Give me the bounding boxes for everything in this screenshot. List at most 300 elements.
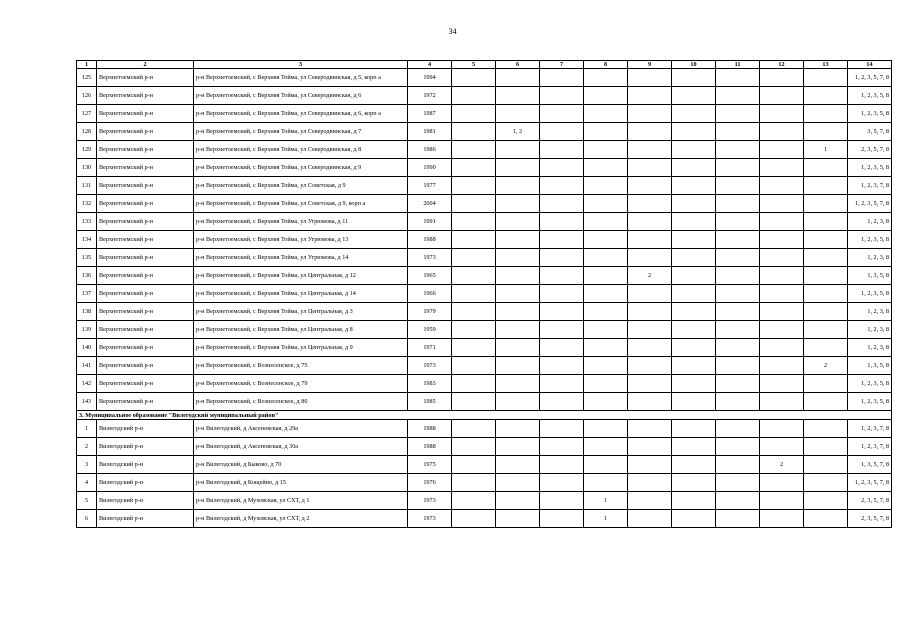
cell-col-9 [628,420,672,438]
cell-col-6 [496,339,540,357]
cell-col-11 [716,105,760,123]
cell-col-9 [628,249,672,267]
cell-col-6 [496,249,540,267]
cell-col-6 [496,438,540,456]
table-row [77,474,892,492]
cell-col-14: 1, 2, 3, 5, 8 [848,87,892,105]
cell-col-10 [672,87,716,105]
cell-col-8 [584,195,628,213]
cell-col-11 [716,474,760,492]
cell-col-10 [672,456,716,474]
cell-col-11 [716,321,760,339]
cell-col-4: 1973 [408,249,452,267]
cell-col-8 [584,339,628,357]
cell-col-8 [584,285,628,303]
cell-col-2: Верхнетоемский р-н [97,249,194,267]
cell-col-10 [672,420,716,438]
cell-col-7 [540,87,584,105]
cell-col-5 [452,438,496,456]
cell-col-11 [716,141,760,159]
cell-col-5 [452,87,496,105]
cell-col-8 [584,456,628,474]
table-row [77,393,892,411]
cell-col-10 [672,321,716,339]
cell-col-1: 125 [77,69,97,87]
cell-col-5 [452,105,496,123]
cell-col-1: 140 [77,339,97,357]
cell-col-6 [496,159,540,177]
cell-col-3: р-н Верхнетоемский, с Верхняя Тойма, ул Центральная, д 12 [194,267,408,285]
cell-col-4: 1959 [408,321,452,339]
cell-col-11 [716,456,760,474]
cell-col-9 [628,123,672,141]
cell-col-2: Верхнетоемский р-н [97,69,194,87]
cell-col-14: 1, 3, 5, 8 [848,267,892,285]
column-header-7: 7 [540,61,584,69]
cell-col-5 [452,267,496,285]
cell-col-14: 1, 2, 3, 7, 8 [848,177,892,195]
cell-col-2: Верхнетоемский р-н [97,177,194,195]
cell-col-5 [452,249,496,267]
cell-col-3: р-н Вилегодский, д Быково, д 70 [194,456,408,474]
cell-col-9 [628,456,672,474]
cell-col-14: 1, 2, 3, 5, 8 [848,375,892,393]
cell-col-4: 1991 [408,213,452,231]
cell-col-10 [672,474,716,492]
cell-col-3: р-н Верхнетоемский, с Верхняя Тойма, ул Советская, д 9 [194,177,408,195]
cell-col-9 [628,195,672,213]
cell-col-7 [540,285,584,303]
cell-col-5 [452,456,496,474]
cell-col-12: 2 [760,456,804,474]
cell-col-14: 1, 2, 3, 5, 8 [848,231,892,249]
cell-col-11 [716,123,760,141]
cell-col-9 [628,339,672,357]
cell-col-8 [584,438,628,456]
cell-col-12 [760,285,804,303]
cell-col-1: 4 [77,474,97,492]
cell-col-14: 1, 2, 3, 5, 7, 8 [848,69,892,87]
cell-col-10 [672,393,716,411]
cell-col-14: 1, 3, 5, 8 [848,357,892,375]
cell-col-5 [452,231,496,249]
cell-col-13 [804,438,848,456]
cell-col-6: 1, 2 [496,123,540,141]
cell-col-14: 1, 2, 3, 7, 8 [848,420,892,438]
cell-col-3: р-н Верхнетоемский, с Верхняя Тойма, ул Северодвинская, д 6, корп а [194,105,408,123]
cell-col-12 [760,492,804,510]
table-row [77,195,892,213]
cell-col-3: р-н Верхнетоемский, с Вознесенское, д 80 [194,393,408,411]
cell-col-2: Верхнетоемский р-н [97,87,194,105]
table-row [77,438,892,456]
cell-col-10 [672,123,716,141]
cell-col-14: 1, 2, 3, 7, 8 [848,438,892,456]
cell-col-3: р-н Верхнетоемский, с Вознесенское, д 79 [194,375,408,393]
cell-col-1: 134 [77,231,97,249]
cell-col-14: 1, 2, 3, 5, 8 [848,393,892,411]
cell-col-4: 1988 [408,420,452,438]
cell-col-7 [540,69,584,87]
cell-col-5 [452,492,496,510]
cell-col-7 [540,375,584,393]
cell-col-12 [760,249,804,267]
cell-col-11 [716,393,760,411]
cell-col-12 [760,267,804,285]
cell-col-1: 137 [77,285,97,303]
cell-col-1: 128 [77,123,97,141]
cell-col-9 [628,69,672,87]
cell-col-5 [452,213,496,231]
cell-col-4: 1972 [408,87,452,105]
table-row [77,177,892,195]
cell-col-8 [584,357,628,375]
cell-col-2: Верхнетоемский р-н [97,375,194,393]
cell-col-2: Верхнетоемский р-н [97,267,194,285]
cell-col-4: 1971 [408,339,452,357]
cell-col-12 [760,375,804,393]
cell-col-5 [452,357,496,375]
column-number-header-row [77,61,892,69]
cell-col-7 [540,303,584,321]
cell-col-13 [804,420,848,438]
cell-col-12 [760,69,804,87]
cell-col-4: 1976 [408,474,452,492]
cell-col-8 [584,267,628,285]
cell-col-4: 1973 [408,357,452,375]
column-header-14: 14 [848,61,892,69]
cell-col-13 [804,492,848,510]
cell-col-6 [496,231,540,249]
cell-col-3: р-н Верхнетоемский, с Верхняя Тойма, ул Угрюмова, д 11 [194,213,408,231]
cell-col-12 [760,231,804,249]
cell-col-14: 1, 2, 3, 5, 7, 8 [848,195,892,213]
cell-col-14: 1, 3, 5, 7, 8 [848,456,892,474]
cell-col-11 [716,375,760,393]
cell-col-7 [540,474,584,492]
table-row [77,492,892,510]
cell-col-2: Вилегодский р-н [97,438,194,456]
cell-col-9 [628,321,672,339]
cell-col-11 [716,492,760,510]
cell-col-1: 142 [77,375,97,393]
column-header-12: 12 [760,61,804,69]
cell-col-12 [760,195,804,213]
cell-col-7 [540,213,584,231]
cell-col-13: 2 [804,357,848,375]
cell-col-4: 1985 [408,393,452,411]
cell-col-1: 133 [77,213,97,231]
table-row [77,267,892,285]
table-row [77,249,892,267]
cell-col-4: 1979 [408,303,452,321]
cell-col-4: 1975 [408,456,452,474]
cell-col-14: 3, 5, 7, 8 [848,123,892,141]
cell-col-7 [540,123,584,141]
cell-col-4: 1981 [408,123,452,141]
cell-col-4: 1987 [408,105,452,123]
cell-col-8 [584,213,628,231]
table-row [77,213,892,231]
cell-col-10 [672,159,716,177]
cell-col-7 [540,357,584,375]
cell-col-11 [716,69,760,87]
cell-col-10 [672,339,716,357]
cell-col-12 [760,177,804,195]
cell-col-12 [760,420,804,438]
cell-col-8 [584,231,628,249]
cell-col-12 [760,159,804,177]
cell-col-12 [760,303,804,321]
cell-col-10 [672,249,716,267]
cell-col-6 [496,105,540,123]
cell-col-13 [804,249,848,267]
cell-col-4: 1990 [408,159,452,177]
cell-col-8 [584,87,628,105]
cell-col-10 [672,375,716,393]
table-row [77,357,892,375]
cell-col-11 [716,267,760,285]
cell-col-14: 1, 2, 3, 5, 8 [848,159,892,177]
registry-body [77,69,892,528]
cell-col-8 [584,123,628,141]
cell-col-10 [672,141,716,159]
cell-col-2: Вилегодский р-н [97,510,194,528]
cell-col-11 [716,438,760,456]
cell-col-3: р-н Верхнетоемский, с Вознесенское, д 75 [194,357,408,375]
cell-col-6 [496,393,540,411]
cell-col-6 [496,492,540,510]
cell-col-14: 1, 2, 3, 5, 7, 8 [848,474,892,492]
cell-col-13 [804,177,848,195]
cell-col-3: р-н Верхнетоемский, с Верхняя Тойма, ул Угрюмова, д 14 [194,249,408,267]
cell-col-5 [452,393,496,411]
cell-col-14: 1, 2, 3, 5, 8 [848,105,892,123]
cell-col-13 [804,375,848,393]
cell-col-1: 129 [77,141,97,159]
column-header-10: 10 [672,61,716,69]
column-header-2: 2 [97,61,194,69]
cell-col-2: Верхнетоемский р-н [97,357,194,375]
cell-col-10 [672,357,716,375]
cell-col-6 [496,141,540,159]
cell-col-10 [672,213,716,231]
cell-col-2: Вилегодский р-н [97,456,194,474]
cell-col-4: 1988 [408,231,452,249]
cell-col-7 [540,249,584,267]
cell-col-7 [540,492,584,510]
cell-col-9 [628,375,672,393]
table-row [77,456,892,474]
cell-col-8 [584,141,628,159]
cell-col-11 [716,285,760,303]
cell-col-13 [804,510,848,528]
cell-col-13 [804,393,848,411]
cell-col-13 [804,303,848,321]
cell-col-9 [628,303,672,321]
cell-col-7 [540,267,584,285]
cell-col-11 [716,231,760,249]
cell-col-12 [760,357,804,375]
cell-col-3: р-н Верхнетоемский, с Верхняя Тойма, ул Центральная, д 3 [194,303,408,321]
cell-col-6 [496,375,540,393]
cell-col-7 [540,177,584,195]
cell-col-2: Верхнетоемский р-н [97,195,194,213]
cell-col-6 [496,87,540,105]
cell-col-2: Верхнетоемский р-н [97,105,194,123]
cell-col-13 [804,339,848,357]
cell-col-13 [804,159,848,177]
cell-col-11 [716,303,760,321]
cell-col-1: 143 [77,393,97,411]
column-header-5: 5 [452,61,496,69]
cell-col-8 [584,159,628,177]
cell-col-5 [452,510,496,528]
cell-col-9 [628,474,672,492]
cell-col-1: 126 [77,87,97,105]
cell-col-5 [452,321,496,339]
cell-col-7 [540,510,584,528]
cell-col-9 [628,438,672,456]
cell-col-4: 1988 [408,438,452,456]
cell-col-12 [760,141,804,159]
cell-col-6 [496,321,540,339]
cell-col-11 [716,357,760,375]
cell-col-14: 2, 3, 5, 7, 8 [848,510,892,528]
cell-col-3: р-н Вилегодский, д Муховская, ул СХТ, д 2 [194,510,408,528]
cell-col-6 [496,195,540,213]
cell-col-3: р-н Верхнетоемский, с Верхняя Тойма, ул Центральная, д 14 [194,285,408,303]
cell-col-13 [804,213,848,231]
cell-col-2: Верхнетоемский р-н [97,303,194,321]
cell-col-13 [804,474,848,492]
cell-col-8 [584,249,628,267]
cell-col-6 [496,69,540,87]
cell-col-6 [496,267,540,285]
cell-col-9 [628,213,672,231]
cell-col-14: 1, 2, 3, 8 [848,303,892,321]
cell-col-1: 130 [77,159,97,177]
cell-col-14: 1, 2, 3, 8 [848,213,892,231]
cell-col-4: 1973 [408,510,452,528]
cell-col-13 [804,123,848,141]
cell-col-10 [672,510,716,528]
cell-col-3: р-н Вилегодский, д Кощейно, д 15 [194,474,408,492]
table-row [77,159,892,177]
cell-col-9: 2 [628,267,672,285]
cell-col-1: 5 [77,492,97,510]
cell-col-13 [804,105,848,123]
cell-col-1: 141 [77,357,97,375]
table-row [77,141,892,159]
cell-col-1: 127 [77,105,97,123]
cell-col-1: 135 [77,249,97,267]
cell-col-1: 6 [77,510,97,528]
table-row [77,123,892,141]
cell-col-13 [804,69,848,87]
cell-col-6 [496,285,540,303]
cell-col-7 [540,195,584,213]
cell-col-6 [496,420,540,438]
cell-col-6 [496,456,540,474]
cell-col-3: р-н Вилегодский, д Муховская, ул СХТ, д 1 [194,492,408,510]
cell-col-11 [716,249,760,267]
cell-col-11 [716,159,760,177]
cell-col-12 [760,105,804,123]
cell-col-9 [628,393,672,411]
cell-col-8 [584,375,628,393]
cell-col-12 [760,438,804,456]
cell-col-12 [760,321,804,339]
cell-col-13 [804,321,848,339]
cell-col-8: 1 [584,492,628,510]
table-row [77,339,892,357]
cell-col-4: 1973 [408,492,452,510]
cell-col-5 [452,375,496,393]
cell-col-8 [584,321,628,339]
cell-col-10 [672,69,716,87]
cell-col-14: 2, 3, 5, 7, 8 [848,492,892,510]
cell-col-8 [584,474,628,492]
cell-col-12 [760,393,804,411]
cell-col-3: р-н Верхнетоемский, с Верхняя Тойма, ул Угрюмова, д 13 [194,231,408,249]
cell-col-3: р-н Верхнетоемский, с Верхняя Тойма, ул Северодвинская, д 5, корп а [194,69,408,87]
cell-col-10 [672,438,716,456]
cell-col-11 [716,339,760,357]
cell-col-5 [452,474,496,492]
table-row [77,303,892,321]
cell-col-8 [584,105,628,123]
table-row [77,510,892,528]
cell-col-14: 1, 2, 3, 8 [848,321,892,339]
cell-col-3: р-н Верхнетоемский, с Верхняя Тойма, ул Центральная, д 8 [194,321,408,339]
cell-col-3: р-н Вилегодский, д Аксеновская, д 29а [194,420,408,438]
cell-col-12 [760,510,804,528]
cell-col-6 [496,213,540,231]
cell-col-13: 1 [804,141,848,159]
cell-col-4: 1966 [408,285,452,303]
cell-col-12 [760,87,804,105]
cell-col-3: р-н Верхнетоемский, с Верхняя Тойма, ул Советская, д 9, корп а [194,195,408,213]
cell-col-3: р-н Вилегодский, д Аксеновская, д 30а [194,438,408,456]
table-row [77,285,892,303]
cell-col-1: 1 [77,420,97,438]
cell-col-11 [716,420,760,438]
cell-col-11 [716,87,760,105]
cell-col-7 [540,420,584,438]
cell-col-7 [540,231,584,249]
column-header-9: 9 [628,61,672,69]
cell-col-4: 1983 [408,375,452,393]
cell-col-14: 1, 2, 3, 8 [848,339,892,357]
cell-col-12 [760,213,804,231]
cell-col-2: Верхнетоемский р-н [97,213,194,231]
cell-col-10 [672,195,716,213]
page-number: 34 [448,27,457,36]
cell-col-2: Верхнетоемский р-н [97,159,194,177]
cell-col-13 [804,231,848,249]
cell-col-2: Вилегодский р-н [97,492,194,510]
cell-col-12 [760,123,804,141]
cell-col-6 [496,510,540,528]
cell-col-8 [584,177,628,195]
cell-col-14: 1, 2, 3, 8 [848,249,892,267]
cell-col-7 [540,456,584,474]
column-header-6: 6 [496,61,540,69]
cell-col-6 [496,177,540,195]
cell-col-10 [672,177,716,195]
cell-col-7 [540,105,584,123]
